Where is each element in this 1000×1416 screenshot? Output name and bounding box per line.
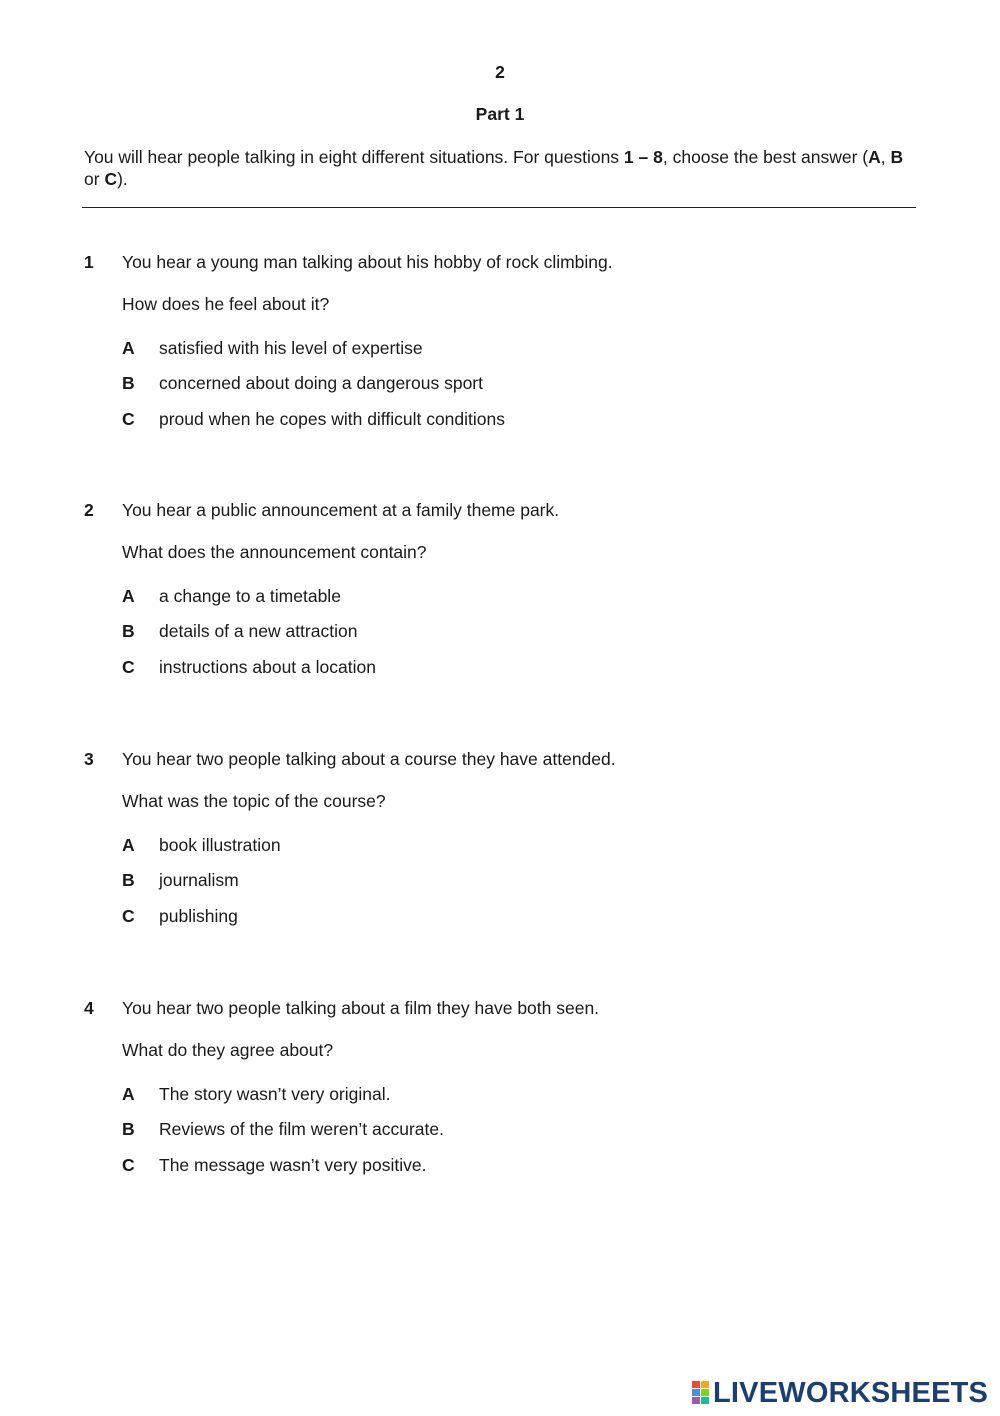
option-letter: B — [122, 373, 135, 393]
option-text: instructions about a location — [159, 657, 376, 677]
option-text: Reviews of the film weren’t accurate. — [159, 1119, 444, 1139]
question-number: 3 — [84, 749, 94, 769]
instructions-option-c: C — [104, 169, 118, 189]
option-text: The message wasn’t very positive. — [159, 1155, 427, 1175]
instructions-separator: , — [880, 147, 891, 167]
option-text: publishing — [159, 906, 238, 926]
option-text: a change to a timetable — [159, 586, 341, 606]
option-letter: C — [122, 409, 135, 429]
question-range: 1 – 8 — [623, 147, 663, 167]
question-text: What does the announcement contain? — [122, 542, 427, 562]
instructions — [84, 146, 914, 190]
option-text: satisfied with his level of expertise — [159, 338, 423, 358]
question-text: What was the topic of the course? — [122, 791, 386, 811]
question-prompt: You hear a public announcement at a family theme park. — [122, 500, 560, 520]
instructions-option-b: B — [890, 147, 904, 167]
part-title: Part 1 — [475, 104, 525, 124]
option-letter: B — [122, 1119, 135, 1139]
option-text: proud when he copes with difficult conditions — [159, 409, 506, 429]
logo-text: LIVEWORKSHEETS — [713, 1377, 989, 1409]
instructions-separator: or — [84, 169, 105, 189]
instructions-text-cont: , choose the best answer ( — [662, 147, 869, 167]
option-letter: A — [122, 835, 135, 855]
question-prompt: You hear a young man talking about his hobby of rock climbing. — [122, 252, 613, 272]
option-letter: A — [122, 586, 135, 606]
page-number: 2 — [495, 62, 505, 82]
divider-line — [82, 207, 916, 208]
option-letter: B — [122, 870, 135, 890]
instructions-closing: ). — [117, 169, 128, 189]
option-letter: A — [122, 1084, 135, 1104]
instructions-option-a: A — [868, 147, 881, 167]
option-letter: B — [122, 621, 135, 641]
option-letter: C — [122, 657, 135, 677]
liveworksheets-logo-icon — [692, 1381, 710, 1405]
question-number: 1 — [84, 252, 94, 272]
question-number: 2 — [84, 500, 94, 520]
question-prompt: You hear two people talking about a course they have attended. — [122, 749, 616, 769]
option-letter: C — [122, 1155, 135, 1175]
liveworksheets-logo[interactable] — [692, 1376, 988, 1410]
instructions-text: You will hear people talking in eight different situations. For questions — [84, 147, 624, 167]
option-text: journalism — [159, 870, 239, 890]
option-letter: A — [122, 338, 135, 358]
question-text: How does he feel about it? — [122, 294, 330, 314]
question-prompt: You hear two people talking about a film they have both seen. — [122, 998, 600, 1018]
option-text: concerned about doing a dangerous sport — [159, 373, 483, 393]
option-letter: C — [122, 906, 135, 926]
option-text: book illustration — [159, 835, 281, 855]
option-text: details of a new attraction — [159, 621, 358, 641]
question-number: 4 — [84, 998, 94, 1018]
option-text: The story wasn’t very original. — [159, 1084, 391, 1104]
question-text: What do they agree about? — [122, 1040, 334, 1060]
